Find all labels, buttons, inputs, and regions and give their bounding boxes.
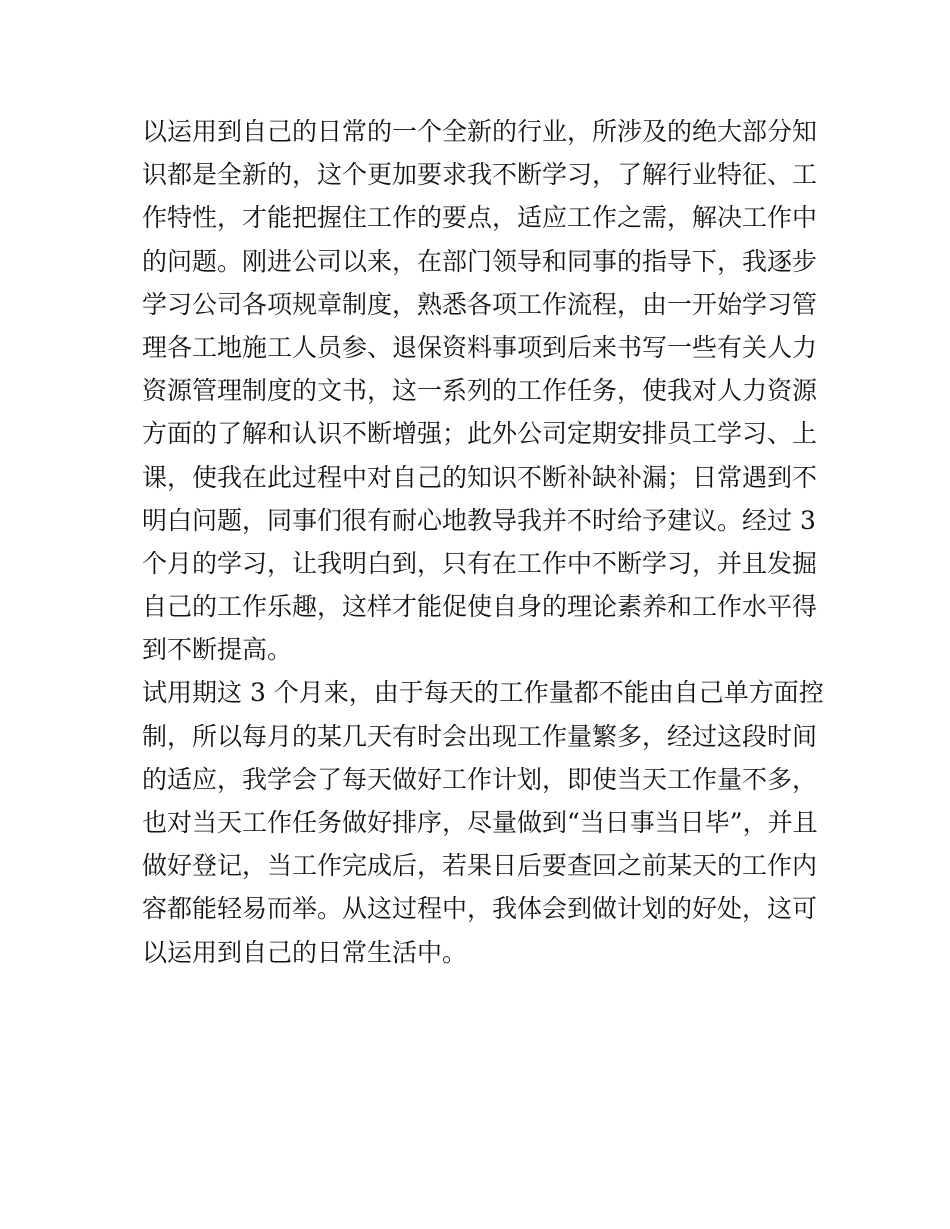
text-line: 方面的了解和认识不断增强；此外公司定期安排员工学习、上	[142, 419, 818, 449]
paragraph-1	[142, 110, 818, 671]
text-line: 理各工地施工人员参、退保资料事项到后来书写一些有关人力	[142, 332, 818, 362]
text-line: 以运用到自己的日常的一个全新的行业，所涉及的绝大部分知	[142, 117, 818, 146]
text-line: 以运用到自己的日常生活中。	[142, 937, 468, 967]
text-line: 做好登记，当工作完成后，若果日后要查回之前某天的工作内	[142, 851, 818, 881]
text-line: 自己的工作乐趣，这样才能促使自身的理论素养和工作水平得	[142, 592, 818, 622]
text-line: 的问题。刚进公司以来，在部门领导和同事的指导下，我逐步	[142, 246, 818, 276]
paragraph-2	[142, 671, 824, 973]
text-line: 制，所以每月的某几天有时会出现工作量繁多，经过这段时间	[142, 721, 818, 751]
text-line: 明白问题，同事们很有耐心地教导我并不时给予建议。经过 3	[142, 505, 816, 535]
text-line: 识都是全新的，这个更加要求我不断学习，了解行业特征、工	[142, 160, 818, 190]
text-line: 的适应，我学会了每天做好工作计划，即使当天工作量不多，	[142, 764, 818, 794]
text-line: 到不断提高。	[142, 635, 293, 665]
text-line: 容都能轻易而举。从这过程中，我体会到做计划的好处，这可	[142, 894, 818, 924]
text-line: 课，使我在此过程中对自己的知识不断补缺补漏；日常遇到不	[142, 462, 818, 492]
text-line: 试用期这 3 个月来，由于每天的工作量都不能由自己单方面控	[142, 678, 824, 708]
text-line: 也对当天工作任务做好排序，尽量做到“当日事当日毕”，并且	[142, 808, 818, 837]
text-line: 作特性，才能把握住工作的要点，适应工作之需，解决工作中	[142, 203, 818, 233]
text-line: 学习公司各项规章制度，熟悉各项工作流程，由一开始学习管	[142, 289, 818, 319]
body-text	[142, 110, 824, 974]
text-line: 个月的学习，让我明白到，只有在工作中不断学习，并且发掘	[142, 548, 818, 578]
text-line: 资源管理制度的文书，这一系列的工作任务，使我对人力资源	[142, 376, 818, 406]
